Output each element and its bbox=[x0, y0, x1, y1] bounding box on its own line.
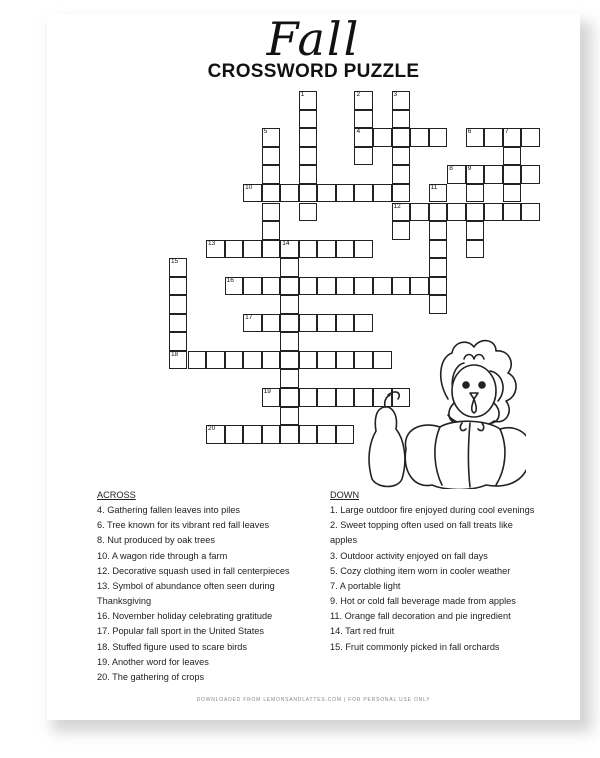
grid-cell[interactable] bbox=[373, 184, 392, 203]
grid-cell[interactable] bbox=[299, 425, 318, 444]
grid-cell[interactable] bbox=[169, 332, 188, 351]
grid-cell[interactable] bbox=[429, 203, 448, 222]
grid-cell[interactable] bbox=[392, 277, 411, 296]
grid-cell[interactable] bbox=[280, 425, 299, 444]
clue-number: 19 bbox=[263, 388, 271, 395]
grid-cell[interactable] bbox=[225, 425, 244, 444]
grid-cell[interactable] bbox=[169, 314, 188, 333]
grid-cell[interactable] bbox=[280, 314, 299, 333]
grid-cell[interactable] bbox=[280, 332, 299, 351]
grid-cell[interactable] bbox=[336, 184, 355, 203]
grid-cell[interactable] bbox=[299, 203, 318, 222]
grid-cell[interactable] bbox=[373, 277, 392, 296]
page-title: CROSSWORD PUZZLE bbox=[207, 61, 420, 82]
grid-cell[interactable] bbox=[169, 295, 188, 314]
grid-cell[interactable] bbox=[243, 184, 262, 203]
grid-cell[interactable] bbox=[243, 314, 262, 333]
grid-cell[interactable] bbox=[317, 277, 336, 296]
across-heading: ACROSS bbox=[97, 490, 136, 500]
grid-cell[interactable] bbox=[299, 165, 318, 184]
across-clue: 17. Popular fall sport in the United States bbox=[97, 626, 265, 637]
grid-cell[interactable] bbox=[392, 165, 411, 184]
clue-number: 14 bbox=[282, 239, 290, 247]
clue-number: 18 bbox=[170, 350, 179, 358]
grid-cell[interactable] bbox=[466, 203, 485, 222]
grid-cell[interactable] bbox=[521, 203, 540, 222]
clue-number: 12 bbox=[393, 202, 401, 210]
across-clue: 18. Stuffed figure used to scare birds bbox=[97, 641, 247, 652]
grid-cell[interactable] bbox=[299, 277, 318, 296]
grid-cell[interactable] bbox=[262, 314, 281, 333]
down-clue: 15. Fruit commonly picked in fall orchards bbox=[330, 641, 500, 652]
grid-cell[interactable] bbox=[169, 258, 188, 277]
grid-cell[interactable] bbox=[392, 203, 411, 222]
grid-cell[interactable] bbox=[169, 351, 188, 370]
grid-cell[interactable] bbox=[206, 351, 225, 370]
across-clue: 13. Symbol of abundance often seen during bbox=[97, 580, 275, 591]
footer-note: DOWNLOADED FROM LEMONSANDLATTES.COM | FOR PERSONAL USE ONLY bbox=[196, 697, 431, 703]
down-clue: 2. Sweet topping often used on fall treats like bbox=[330, 520, 513, 531]
grid-cell[interactable] bbox=[392, 221, 411, 240]
across-clue: 12. Decorative squash used in fall centerpieces bbox=[97, 565, 290, 576]
clue-number: 7 bbox=[504, 128, 509, 136]
down-clue: apples bbox=[330, 535, 358, 546]
grid-cell[interactable] bbox=[206, 240, 225, 259]
across-clue: 4. Gathering fallen leaves into piles bbox=[97, 505, 241, 516]
grid-cell[interactable] bbox=[354, 147, 373, 166]
grid-cell[interactable] bbox=[262, 221, 281, 240]
grid-cell[interactable] bbox=[392, 184, 411, 203]
grid-cell[interactable] bbox=[280, 258, 299, 277]
grid-cell[interactable] bbox=[503, 165, 522, 184]
grid-cell[interactable] bbox=[503, 128, 522, 147]
grid-cell[interactable] bbox=[280, 277, 299, 296]
grid-cell[interactable] bbox=[521, 165, 540, 184]
across-clue: Thanksgiving bbox=[97, 596, 152, 607]
across-clue: 6. Tree known for its vibrant red fall leaves bbox=[97, 520, 270, 531]
down-clue: 7. A portable light bbox=[330, 580, 401, 591]
down-clue: 1. Large outdoor fire enjoyed during cool evenings bbox=[330, 505, 535, 516]
grid-cell[interactable] bbox=[484, 165, 503, 184]
clue-number: 8 bbox=[449, 165, 453, 173]
grid-cell[interactable] bbox=[484, 203, 503, 222]
grid-cell[interactable] bbox=[262, 277, 281, 296]
clue-number: 13 bbox=[208, 239, 216, 247]
grid-cell[interactable] bbox=[336, 240, 355, 259]
grid-cell[interactable] bbox=[466, 184, 485, 203]
grid-cell[interactable] bbox=[447, 203, 466, 222]
grid-cell[interactable] bbox=[262, 240, 281, 259]
grid-cell[interactable] bbox=[299, 91, 318, 110]
across-clue: 8. Nut produced by oak trees bbox=[97, 535, 215, 546]
grid-cell[interactable] bbox=[354, 277, 373, 296]
grid-cell[interactable] bbox=[354, 184, 373, 203]
grid-cell[interactable] bbox=[280, 240, 299, 259]
across-clue-list bbox=[97, 503, 357, 685]
grid-cell[interactable] bbox=[392, 147, 411, 166]
grid-cell[interactable] bbox=[243, 351, 262, 370]
grid-cell[interactable] bbox=[299, 314, 318, 333]
across-clues bbox=[97, 488, 357, 685]
grid-cell[interactable] bbox=[262, 147, 281, 166]
grid-cell[interactable] bbox=[262, 203, 281, 222]
grid-cell[interactable] bbox=[225, 351, 244, 370]
down-clue: 5. Cozy clothing item worn in cooler weather bbox=[330, 565, 511, 576]
grid-cell[interactable] bbox=[299, 147, 318, 166]
clue-number: 15 bbox=[170, 258, 179, 266]
grid-cell[interactable] bbox=[225, 277, 244, 296]
grid-cell[interactable] bbox=[503, 147, 522, 166]
grid-cell[interactable] bbox=[299, 110, 318, 129]
clue-number: 11 bbox=[430, 183, 438, 191]
down-clue: 9. Hot or cold fall beverage made from apples bbox=[330, 596, 516, 607]
grid-cell[interactable] bbox=[429, 258, 448, 277]
grid-cell[interactable] bbox=[466, 240, 485, 259]
grid-cell[interactable] bbox=[317, 240, 336, 259]
clue-number: 10 bbox=[245, 183, 253, 191]
grid-cell[interactable] bbox=[354, 91, 373, 110]
clue-number: 6 bbox=[467, 128, 472, 136]
grid-cell[interactable] bbox=[299, 388, 318, 407]
grid-cell[interactable] bbox=[429, 128, 448, 147]
grid-cell[interactable] bbox=[299, 240, 318, 259]
grid-cell[interactable] bbox=[484, 128, 503, 147]
grid-cell[interactable] bbox=[243, 277, 262, 296]
grid-cell[interactable] bbox=[280, 184, 299, 203]
grid-cell[interactable] bbox=[373, 128, 392, 147]
grid-cell[interactable] bbox=[317, 425, 336, 444]
grid-cell[interactable] bbox=[317, 388, 336, 407]
grid-cell[interactable] bbox=[466, 165, 485, 184]
puzzle-page bbox=[47, 14, 580, 720]
clue-number: 2 bbox=[356, 91, 361, 99]
grid-cell[interactable] bbox=[206, 425, 225, 444]
grid-cell[interactable] bbox=[429, 221, 448, 240]
grid-cell[interactable] bbox=[280, 388, 299, 407]
grid-cell[interactable] bbox=[280, 295, 299, 314]
grid-cell[interactable] bbox=[503, 203, 522, 222]
grid-cell[interactable] bbox=[521, 128, 540, 147]
grid-cell[interactable] bbox=[243, 240, 262, 259]
grid-cell[interactable] bbox=[429, 295, 448, 314]
grid-cell[interactable] bbox=[188, 351, 207, 370]
grid-cell[interactable] bbox=[317, 184, 336, 203]
grid-cell[interactable] bbox=[392, 128, 411, 147]
down-clue-list bbox=[330, 503, 560, 655]
grid-cell[interactable] bbox=[299, 184, 318, 203]
grid-cell[interactable] bbox=[410, 128, 429, 147]
clue-number: 17 bbox=[245, 313, 253, 321]
grid-cell[interactable] bbox=[317, 351, 336, 370]
clue-number: 3 bbox=[393, 91, 398, 99]
down-clue: 3. Outdoor activity enjoyed on fall days bbox=[330, 550, 488, 561]
grid-cell[interactable] bbox=[410, 277, 429, 296]
clue-number: 5 bbox=[263, 128, 268, 136]
clue-number: 9 bbox=[467, 165, 472, 173]
grid-cell[interactable] bbox=[354, 240, 373, 259]
grid-cell[interactable] bbox=[503, 184, 522, 203]
grid-cell[interactable] bbox=[262, 165, 281, 184]
title-script: Fall bbox=[266, 12, 361, 66]
grid-cell[interactable] bbox=[280, 407, 299, 426]
down-heading: DOWN bbox=[330, 490, 360, 500]
grid-cell[interactable] bbox=[262, 425, 281, 444]
grid-cell[interactable] bbox=[429, 184, 448, 203]
across-clue: 16. November holiday celebrating gratitude bbox=[97, 611, 273, 622]
clue-number: 4 bbox=[356, 128, 361, 136]
grid-cell[interactable] bbox=[466, 221, 485, 240]
grid-cell[interactable] bbox=[280, 351, 299, 370]
grid-cell[interactable] bbox=[169, 277, 188, 296]
down-clue: 14. Tart red fruit bbox=[330, 626, 395, 637]
across-clue: 20. The gathering of crops bbox=[97, 671, 205, 682]
grid-cell[interactable] bbox=[317, 314, 336, 333]
grid-cell[interactable] bbox=[466, 128, 485, 147]
clue-number: 16 bbox=[226, 276, 234, 284]
grid-cell[interactable] bbox=[392, 110, 411, 129]
grid-cell[interactable] bbox=[262, 184, 281, 203]
grid-cell[interactable] bbox=[447, 165, 466, 184]
grid-cell[interactable] bbox=[243, 425, 262, 444]
grid-cell[interactable] bbox=[392, 91, 411, 110]
across-clue: 19. Another word for leaves bbox=[97, 656, 209, 667]
grid-cell[interactable] bbox=[280, 369, 299, 388]
grid-cell[interactable] bbox=[354, 110, 373, 129]
grid-cell[interactable] bbox=[429, 240, 448, 259]
down-clues bbox=[330, 488, 560, 655]
across-clue: 10. A wagon ride through a farm bbox=[97, 550, 228, 561]
grid-cell[interactable] bbox=[299, 351, 318, 370]
grid-cell[interactable] bbox=[262, 128, 281, 147]
grid-cell[interactable] bbox=[262, 351, 281, 370]
clue-number: 1 bbox=[300, 91, 305, 99]
clue-number: 20 bbox=[208, 425, 216, 433]
grid-cell[interactable] bbox=[410, 203, 429, 222]
down-clue: 11. Orange fall decoration and pie ingredient bbox=[330, 611, 511, 622]
grid-cell[interactable] bbox=[225, 240, 244, 259]
turkey-pumpkin-illustration bbox=[336, 319, 526, 489]
grid-cell[interactable] bbox=[336, 277, 355, 296]
grid-cell[interactable] bbox=[262, 388, 281, 407]
grid-cell[interactable] bbox=[429, 277, 448, 296]
grid-cell[interactable] bbox=[299, 128, 318, 147]
grid-cell[interactable] bbox=[354, 128, 373, 147]
